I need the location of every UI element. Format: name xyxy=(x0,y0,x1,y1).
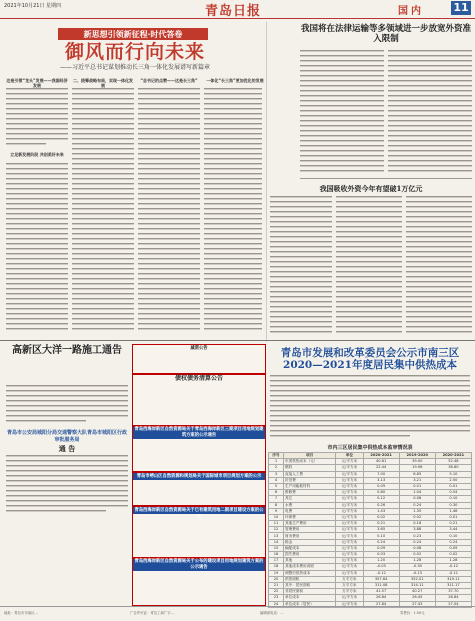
table-cell: 直接人工费 xyxy=(284,471,336,477)
table-cell: 元/平方米 xyxy=(336,477,363,483)
table-cell: 16 xyxy=(269,552,284,558)
footer-phone: 编辑部电话：… xyxy=(260,611,284,615)
story-subtitle: 这是引领“龙头”发展——我国经济发展 xyxy=(6,78,68,89)
table-cell: 22 xyxy=(269,589,284,595)
table-cell: 0.21 xyxy=(435,521,471,527)
table-cell: 0.08 xyxy=(399,545,435,551)
ad-title: 青岛西海岸新区自然资源局关于公布的建设项目用地规划建筑方案的公示通告 xyxy=(134,559,264,570)
table-cell: 15 xyxy=(269,545,284,551)
table-cell: 0.54 xyxy=(435,490,471,496)
table-cell: 元/平方米 xyxy=(336,539,363,545)
ad-title: 减资公告 xyxy=(190,346,208,351)
table-cell: 0.09 xyxy=(435,545,471,551)
table-cell: 0.02 xyxy=(399,552,435,558)
section-label: 国内 xyxy=(398,6,424,17)
table-cell: 0.01 xyxy=(435,483,471,489)
table-cell: 1 xyxy=(269,459,284,465)
table-cell: 3 xyxy=(269,471,284,477)
table-cell: 21 xyxy=(269,582,284,588)
police-notice-title: 青岛市公安局城阳分局交通警察大队青岛市城阳区行政审批服务局 xyxy=(6,430,127,443)
table-cell: 0.24 xyxy=(363,539,399,545)
table-cell: 1.35 xyxy=(399,508,435,514)
section-divider xyxy=(0,340,475,341)
table-cell: 元/平方米 xyxy=(336,533,363,539)
table-cell: 1.20 xyxy=(363,558,399,564)
table-cell: 26.84 xyxy=(363,595,399,601)
story-subtitle: “总书记的点赞——这是长三角” xyxy=(140,78,198,83)
table-cell: 其它 xyxy=(284,496,336,502)
table-cell: 3.13 xyxy=(363,477,399,483)
table-cell: 1.04 xyxy=(399,490,435,496)
table-cell: 0.30 xyxy=(435,502,471,508)
table-cell: 0.24 xyxy=(399,539,435,545)
ad-title: 青岛市崂山区自然资源和规划局关于国际城市项目规划方案的公示 xyxy=(133,473,265,480)
table-cell: 0.24 xyxy=(435,539,471,545)
filler-col-3 xyxy=(138,88,200,329)
table-cell: 352.01 xyxy=(399,576,435,582)
table-cell: 其中：居民面积 xyxy=(284,582,336,588)
ad-title: 青岛西海岸新区自然资源局关于青岛西海岸新区三期项目用地规划建筑方案的公示通告 xyxy=(134,427,264,438)
ad-box-planning-1 xyxy=(132,426,266,472)
table-cell: 9 xyxy=(269,508,284,514)
table-cell: 26.84 xyxy=(435,595,471,601)
newspaper-logo: 青岛日报 xyxy=(205,4,262,19)
filler-col-2 xyxy=(72,88,134,329)
table-cell: 311.08 xyxy=(363,582,399,588)
table-cell: 3.88 xyxy=(399,527,435,533)
table-cell: 元/平方米 xyxy=(336,490,363,496)
table-column-header: 单位 xyxy=(336,453,363,459)
table-cell: 23 xyxy=(269,595,284,601)
table-cell: 元/平方米 xyxy=(336,521,363,527)
table-cell: 27.43 xyxy=(399,601,435,607)
right-top-headline: 我国将在法律运输等多领域进一步放宽外资准入限制 xyxy=(300,24,471,44)
table-cell: 年度供热成本（元） xyxy=(284,459,336,465)
main-subhead: ——习近平总书记谋划推动长三角一体化发展谱写新篇章 xyxy=(59,64,210,71)
table-cell: 万平方米 xyxy=(336,582,363,588)
story-subtitle: 立足新发展阶段 共创美好未来 xyxy=(10,152,64,157)
table-cell: 1.43 xyxy=(363,508,399,514)
ad-box-planning-4 xyxy=(132,558,266,606)
table-cell: 18 xyxy=(269,564,284,570)
table-cell: 非居民面积 xyxy=(284,589,336,595)
table-cell: 0.12 xyxy=(363,496,399,502)
table-cell: 0.23 xyxy=(399,533,435,539)
table-cell: 11 xyxy=(269,521,284,527)
table-cell: 52.48 xyxy=(435,459,471,465)
table-cell: 6 xyxy=(269,490,284,496)
table-cell: 元/平方米 xyxy=(336,483,363,489)
heating-cost-table xyxy=(268,452,472,608)
table-cell: 0.09 xyxy=(363,545,399,551)
table-cell: 供热面积 xyxy=(284,576,336,582)
table-cell: 2.50 xyxy=(435,477,471,483)
table-cell: 5 xyxy=(269,483,284,489)
table-cell: 维修费 xyxy=(284,490,336,496)
table-cell: 10 xyxy=(269,514,284,520)
table-cell: 1.28 xyxy=(435,558,471,564)
police-notice-subtitle: 通 告 xyxy=(58,444,76,453)
table-cell: 元/平方米 xyxy=(336,564,363,570)
table-cell: 水费 xyxy=(284,502,336,508)
table-cell: 元/平方米 xyxy=(336,502,363,508)
table-column-header: 项目 xyxy=(284,453,336,459)
table-cell: 调整后供热成本 xyxy=(284,570,336,576)
table-cell: 12 xyxy=(269,527,284,533)
table-cell: 万平方米 xyxy=(336,576,363,582)
table-column-header: 序号 xyxy=(269,453,284,459)
table-cell: 环保费 xyxy=(284,514,336,520)
table-cell: 0.18 xyxy=(399,521,435,527)
filler-col-4 xyxy=(204,88,262,329)
table-cell: 3.44 xyxy=(435,527,471,533)
table-cell: 1.28 xyxy=(399,558,435,564)
table-cell: 0.02 xyxy=(435,552,471,558)
table-cell: 27.04 xyxy=(435,601,471,607)
table-cell: 0.10 xyxy=(435,496,471,502)
table-cell: 元/平方米 xyxy=(336,558,363,564)
ad-title: 青岛西海岸新区自然资源局关于已有建筑用地二期项目建设方案的公示 xyxy=(134,508,264,520)
ad-title: 债权债务清算公告 xyxy=(174,375,223,382)
table-cell: 19.96 xyxy=(399,465,435,471)
column-divider xyxy=(266,22,267,342)
table-cell: 单位成本（居民） xyxy=(284,601,336,607)
table-cell: 0.21 xyxy=(363,521,399,527)
table-cell: 39.00 xyxy=(399,459,435,465)
table-cell: 3.21 xyxy=(399,477,435,483)
filler-right-mid xyxy=(270,196,472,332)
table-cell: 管理费用 xyxy=(284,527,336,533)
table-cell: 生产用能耗材料 xyxy=(284,483,336,489)
story-subtitle: 二、统筹战略布局，实现一体化发展 xyxy=(73,78,133,89)
table-column-header: 2019-2020 xyxy=(399,453,435,459)
table-cell: 元/平方米 xyxy=(336,459,363,465)
table-cell: 元/平方米 xyxy=(336,508,363,514)
table-cell: 0.10 xyxy=(363,533,399,539)
table-cell: 26.45 xyxy=(399,595,435,601)
table-cell: 单位成本 xyxy=(284,595,336,601)
table-cell: 元/平方米 xyxy=(336,496,363,502)
table-cell: 5.10 xyxy=(435,471,471,477)
table-cell: 其他 xyxy=(284,558,336,564)
table-cell: -0.12 xyxy=(363,570,399,576)
table-column-header: 2020-2021 xyxy=(363,453,399,459)
table-cell: 其他成本费用说明 xyxy=(284,564,336,570)
table-cell: -0.13 xyxy=(399,570,435,576)
table-cell: 元/平方米 xyxy=(336,545,363,551)
table-cell: 0.02 xyxy=(399,514,435,520)
main-headline: 御风而行向未来 xyxy=(64,41,205,63)
table-cell: 357.64 xyxy=(363,576,399,582)
table-cell: 元/平方米 xyxy=(336,552,363,558)
table-cell: 万平方米 xyxy=(336,589,363,595)
table-cell: 20 xyxy=(269,576,284,582)
ad-box-planning-3 xyxy=(132,506,266,558)
heating-cost-report-title: 青岛市发展和改革委员会公示市南三区2020—2021年度居民集中供热成本 xyxy=(280,347,460,371)
table-column-header: 2020-2021 xyxy=(435,453,471,459)
table-cell: 3.65 xyxy=(363,527,399,533)
construction-notice-title: 高新区大洋一路施工通告 xyxy=(12,345,122,356)
table-cell: 折旧费 xyxy=(284,477,336,483)
table-cell: 0.02 xyxy=(363,514,399,520)
table-cell: 输配成本 xyxy=(284,545,336,551)
table-cell: 0.26 xyxy=(363,502,399,508)
table-cell: 314.11 xyxy=(399,582,435,588)
table-cell: 1.46 xyxy=(435,508,471,514)
table-cell: 19 xyxy=(269,570,284,576)
ad-box-liquidation xyxy=(132,374,266,426)
table-cell: -0.30 xyxy=(399,564,435,570)
table-cell: 财务费用 xyxy=(284,533,336,539)
page-number: 11 xyxy=(451,1,471,15)
footer-ad-license: 广告许可证：青岛工商广字… xyxy=(130,611,175,615)
table-cell: 0.09 xyxy=(363,483,399,489)
table-cell: -0.12 xyxy=(435,564,471,570)
table-cell: 7.00 xyxy=(363,471,399,477)
table-cell: 其他生产费用 xyxy=(284,521,336,527)
filler-report-intro xyxy=(270,375,470,436)
table-body xyxy=(269,459,472,608)
table-cell: 0.80 xyxy=(363,490,399,496)
table-cell: 14 xyxy=(269,539,284,545)
table-cell: 0.01 xyxy=(399,483,435,489)
table-cell: 损失费用 xyxy=(284,552,336,558)
table-cell: 40.81 xyxy=(363,459,399,465)
table-cell: 0.24 xyxy=(399,502,435,508)
table-cell: 36.60 xyxy=(435,465,471,471)
divider xyxy=(300,178,472,179)
table-cell: 24 xyxy=(269,601,284,607)
table-cell: 17 xyxy=(269,558,284,564)
right-mid-headline: 我国吸收外资今年有望破1万亿元 xyxy=(319,184,423,193)
table-cell: 6.85 xyxy=(399,471,435,477)
filler-col-1 xyxy=(6,88,68,329)
date-line: 2021年10月21日 星期四 xyxy=(4,3,62,9)
ad-box-reduction xyxy=(132,344,266,374)
footer-price: 零售价：1.50元 xyxy=(400,611,425,615)
table-cell: 元/平方米 xyxy=(336,514,363,520)
page-footer xyxy=(0,606,475,621)
table-cell: 元/平方米 xyxy=(336,471,363,477)
table-cell: 0.01 xyxy=(435,514,471,520)
table-cell: 元/平方米 xyxy=(336,595,363,601)
table-cell: -0.11 xyxy=(435,570,471,576)
table-cell: 40.27 xyxy=(399,589,435,595)
table-cell: 13 xyxy=(269,533,284,539)
story-subtitle: 一体化“长三角”更加优化的发展 xyxy=(206,78,264,83)
table-cell: 元/平方米 xyxy=(336,570,363,576)
table-cell: 2 xyxy=(269,465,284,471)
table-cell: 37.70 xyxy=(435,589,471,595)
footer-address: 地址：青岛市市南区… xyxy=(4,611,38,615)
table-cell: 0.08 xyxy=(399,496,435,502)
table-caption: 市内三区居民集中供热成本监审情况表 xyxy=(327,445,413,451)
table-cell: 元/平方米 xyxy=(336,465,363,471)
ad-box-planning-2 xyxy=(132,472,266,506)
table-cell: 319.11 xyxy=(435,576,471,582)
table-cell: 元/平方米 xyxy=(336,601,363,607)
table-cell: 41.57 xyxy=(363,589,399,595)
table-cell: -0.03 xyxy=(363,564,399,570)
table-cell: 0.10 xyxy=(435,533,471,539)
table-cell: 7 xyxy=(269,496,284,502)
table-cell: 税金 xyxy=(284,539,336,545)
table-cell: 燃料 xyxy=(284,465,336,471)
table-cell: 元/平方米 xyxy=(336,527,363,533)
table-cell: 4 xyxy=(269,477,284,483)
table-cell: 0.03 xyxy=(363,552,399,558)
table-cell: 27.84 xyxy=(363,601,399,607)
table-cell: 311.17 xyxy=(435,582,471,588)
table-cell: 22.44 xyxy=(363,465,399,471)
table-cell: 8 xyxy=(269,502,284,508)
kicker-bar: 新思想引领新征程·时代答卷 xyxy=(58,28,208,40)
table-cell: 电费 xyxy=(284,508,336,514)
filler-right-top xyxy=(300,50,472,171)
